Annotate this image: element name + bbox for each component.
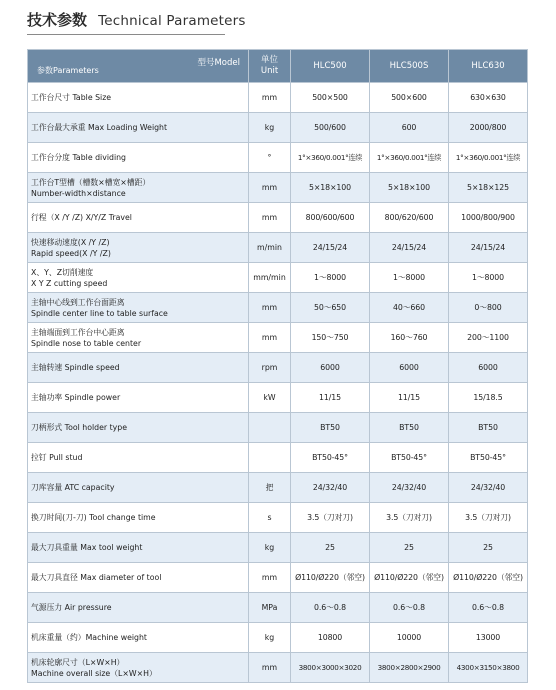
param-name-cell: [28, 233, 249, 263]
value-cell-model-2: 11/15: [370, 383, 449, 413]
param-name-cell: [28, 593, 249, 623]
param-name-line: 刀柄形式 Tool holder type: [31, 423, 128, 432]
table-row: [28, 623, 528, 653]
param-name-line: X、Y、Z切削速度: [31, 267, 94, 277]
param-name-line: 拉钉 Pull stud: [31, 453, 83, 462]
param-name-line: 工作台分度 Table dividing: [31, 153, 127, 162]
value-cell-model-2: Ø110/Ø220（邻空): [370, 563, 449, 593]
value-cell-model-1: 500×500: [291, 83, 370, 113]
value-cell-model-3: 6000: [449, 353, 528, 383]
value-cell-model-2: 1～8000: [370, 263, 449, 293]
value-cell-model-1: 3.5（刀对刀): [291, 503, 370, 533]
value-cell-model-3: Ø110/Ø220（邻空): [449, 563, 528, 593]
value-cell-model-2: 0.6～0.8: [370, 593, 449, 623]
value-cell-model-3: BT50: [449, 413, 528, 443]
param-name-line: Spindle nose to table center: [31, 338, 142, 348]
unit-cell: kW: [249, 383, 291, 413]
value-cell-model-3: 3.5（刀对刀): [449, 503, 528, 533]
param-name-cell: [28, 113, 249, 143]
value-cell-model-1: 24/15/24: [291, 233, 370, 263]
value-cell-model-1: BT50: [291, 413, 370, 443]
unit-cell: °: [249, 143, 291, 173]
param-name-cell: [28, 293, 249, 323]
param-name-line: 最大刀具直径 Max diameter of tool: [31, 573, 162, 582]
value-cell-model-3: 2000/800: [449, 113, 528, 143]
value-cell-model-1: 6000: [291, 353, 370, 383]
value-cell-model-3: 0.6～0.8: [449, 593, 528, 623]
value-cell-model-2: 160～760: [370, 323, 449, 353]
unit-cell: mm: [249, 323, 291, 353]
table-row: [28, 443, 528, 473]
table-row: [28, 533, 528, 563]
table-row: [28, 203, 528, 233]
value-cell-model-2: BT50: [370, 413, 449, 443]
value-cell-model-3: 15/18.5: [449, 383, 528, 413]
unit-cell: [249, 413, 291, 443]
unit-cell: mm: [249, 293, 291, 323]
param-name-line: 机床轮廓尺寸（L×W×H）: [31, 657, 125, 667]
table-row: [28, 83, 528, 113]
header-model-2: HLC500S: [370, 50, 449, 83]
header-param-label: 参数Parameters: [37, 66, 99, 75]
header-model-label: 型号Model: [197, 58, 240, 68]
param-name-cell: [28, 173, 249, 203]
header-row: [28, 50, 528, 83]
value-cell-model-1: 800/600/600: [291, 203, 370, 233]
value-cell-model-1: 3800×3000×3020: [291, 653, 370, 683]
unit-cell: mm: [249, 83, 291, 113]
param-name-line: 主轴功率 Spindle power: [31, 393, 121, 402]
table-row: [28, 383, 528, 413]
value-cell-model-2: 5×18×100: [370, 173, 449, 203]
unit-cell: kg: [249, 533, 291, 563]
value-cell-model-1: Ø110/Ø220（邻空): [291, 563, 370, 593]
param-name-line: 最大刀具重量 Max tool weight: [31, 543, 143, 552]
title-cn: 技术参数: [27, 11, 88, 29]
value-cell-model-2: 3.5（刀对刀): [370, 503, 449, 533]
param-name-cell: [28, 473, 249, 503]
value-cell-model-3: 1000/800/900: [449, 203, 528, 233]
value-cell-model-3: 4300×3150×3800: [449, 653, 528, 683]
value-cell-model-3: 24/15/24: [449, 233, 528, 263]
param-name-cell: [28, 263, 249, 293]
value-cell-model-1: 150～750: [291, 323, 370, 353]
table-row: [28, 233, 528, 263]
value-cell-model-1: 1～8000: [291, 263, 370, 293]
param-name-line: Number-width×distance: [31, 188, 126, 198]
spec-table: [27, 49, 528, 683]
param-name-line: Rapid speed(X /Y /Z): [31, 248, 111, 258]
table-row: [28, 263, 528, 293]
param-name-line: X Y Z cutting speed: [31, 278, 108, 288]
param-name-cell: [28, 533, 249, 563]
param-name-line: 工作台最大承重 Max Loading Weight: [31, 123, 168, 132]
param-name-line: 主轴端面到工作台中心距离: [31, 327, 125, 337]
table-row: [28, 113, 528, 143]
param-name-line: 气源压力 Air pressure: [31, 603, 112, 612]
value-cell-model-1: 11/15: [291, 383, 370, 413]
param-name-cell: [28, 623, 249, 653]
table-row: [28, 593, 528, 623]
value-cell-model-1: 10800: [291, 623, 370, 653]
param-name-line: 换刀时间(刀-刀) Tool change time: [31, 513, 156, 522]
value-cell-model-1: 0.6～0.8: [291, 593, 370, 623]
value-cell-model-2: 1°×360/0.001°连续: [370, 143, 449, 173]
value-cell-model-3: 630×630: [449, 83, 528, 113]
table-row: [28, 293, 528, 323]
param-name-line: 行程（X /Y /Z) X/Y/Z Travel: [31, 213, 132, 222]
value-cell-model-1: 24/32/40: [291, 473, 370, 503]
table-row: [28, 173, 528, 203]
value-cell-model-2: 500×600: [370, 83, 449, 113]
value-cell-model-2: BT50-45°: [370, 443, 449, 473]
page-title: [27, 9, 246, 30]
value-cell-model-2: 800/620/600: [370, 203, 449, 233]
value-cell-model-3: 200～1100: [449, 323, 528, 353]
param-name-cell: [28, 413, 249, 443]
unit-cell: mm/min: [249, 263, 291, 293]
param-name-line: 刀库容量 ATC capacity: [31, 483, 115, 492]
param-name-cell: [28, 203, 249, 233]
table-row: [28, 503, 528, 533]
param-name-cell: [28, 143, 249, 173]
value-cell-model-2: 40～660: [370, 293, 449, 323]
value-cell-model-3: 25: [449, 533, 528, 563]
param-name-cell: [28, 653, 249, 683]
header-model-3: HLC630: [449, 50, 528, 83]
header-unit-cell: [249, 50, 291, 83]
param-name-cell: [28, 503, 249, 533]
param-name-cell: [28, 323, 249, 353]
value-cell-model-3: 0～800: [449, 293, 528, 323]
param-name-cell: [28, 383, 249, 413]
value-cell-model-3: 13000: [449, 623, 528, 653]
value-cell-model-1: 5×18×100: [291, 173, 370, 203]
value-cell-model-1: 25: [291, 533, 370, 563]
table-row: [28, 323, 528, 353]
table-row: [28, 653, 528, 683]
value-cell-model-2: 3800×2800×2900: [370, 653, 449, 683]
table-row: [28, 563, 528, 593]
param-name-cell: [28, 353, 249, 383]
unit-cell: mm: [249, 653, 291, 683]
unit-cell: kg: [249, 113, 291, 143]
unit-cell: mm: [249, 173, 291, 203]
title-underline: [27, 34, 225, 35]
value-cell-model-2: 600: [370, 113, 449, 143]
value-cell-model-2: 24/15/24: [370, 233, 449, 263]
param-name-line: Machine overall size（L×W×H）: [31, 668, 157, 678]
param-name-line: 工作台尺寸 Table Size: [31, 93, 112, 102]
value-cell-model-3: BT50-45°: [449, 443, 528, 473]
param-name-line: 主轴中心线到工作台面距离: [31, 297, 125, 307]
header-model-1: HLC500: [291, 50, 370, 83]
value-cell-model-1: 500/600: [291, 113, 370, 143]
unit-cell: mm: [249, 203, 291, 233]
unit-cell: mm: [249, 563, 291, 593]
value-cell-model-2: 25: [370, 533, 449, 563]
param-name-cell: [28, 443, 249, 473]
value-cell-model-3: 1°×360/0.001°连续: [449, 143, 528, 173]
value-cell-model-2: 6000: [370, 353, 449, 383]
value-cell-model-3: 24/32/40: [449, 473, 528, 503]
unit-cell: m/min: [249, 233, 291, 263]
unit-cell: MPa: [249, 593, 291, 623]
value-cell-model-2: 10000: [370, 623, 449, 653]
unit-cell: kg: [249, 623, 291, 653]
value-cell-model-1: BT50-45°: [291, 443, 370, 473]
unit-cell: s: [249, 503, 291, 533]
table-row: [28, 353, 528, 383]
table-row: [28, 413, 528, 443]
param-name-line: 快速移动速度(X /Y /Z): [31, 237, 110, 247]
value-cell-model-1: 50～650: [291, 293, 370, 323]
header-unit-cn: 单位: [260, 55, 278, 65]
param-name-line: 主轴转速 Spindle speed: [31, 363, 120, 372]
title-en: Technical Parameters: [98, 13, 246, 29]
unit-cell: rpm: [249, 353, 291, 383]
unit-cell: [249, 443, 291, 473]
value-cell-model-3: 1～8000: [449, 263, 528, 293]
table-row: [28, 143, 528, 173]
param-name-cell: [28, 83, 249, 113]
spec-body: [28, 83, 528, 683]
param-name-cell: [28, 563, 249, 593]
value-cell-model-1: 1°×360/0.001°连续: [291, 143, 370, 173]
param-name-line: 机床重量（约）Machine weight: [31, 633, 147, 642]
value-cell-model-2: 24/32/40: [370, 473, 449, 503]
header-unit-en: Unit: [260, 66, 279, 76]
unit-cell: 把: [249, 473, 291, 503]
value-cell-model-3: 5×18×125: [449, 173, 528, 203]
table-row: [28, 473, 528, 503]
param-name-line: 工作台T型槽（槽数×槽宽×槽距）: [31, 177, 151, 187]
header-parameter-cell: [28, 50, 249, 83]
param-name-line: Spindle center line to table surface: [31, 308, 168, 318]
